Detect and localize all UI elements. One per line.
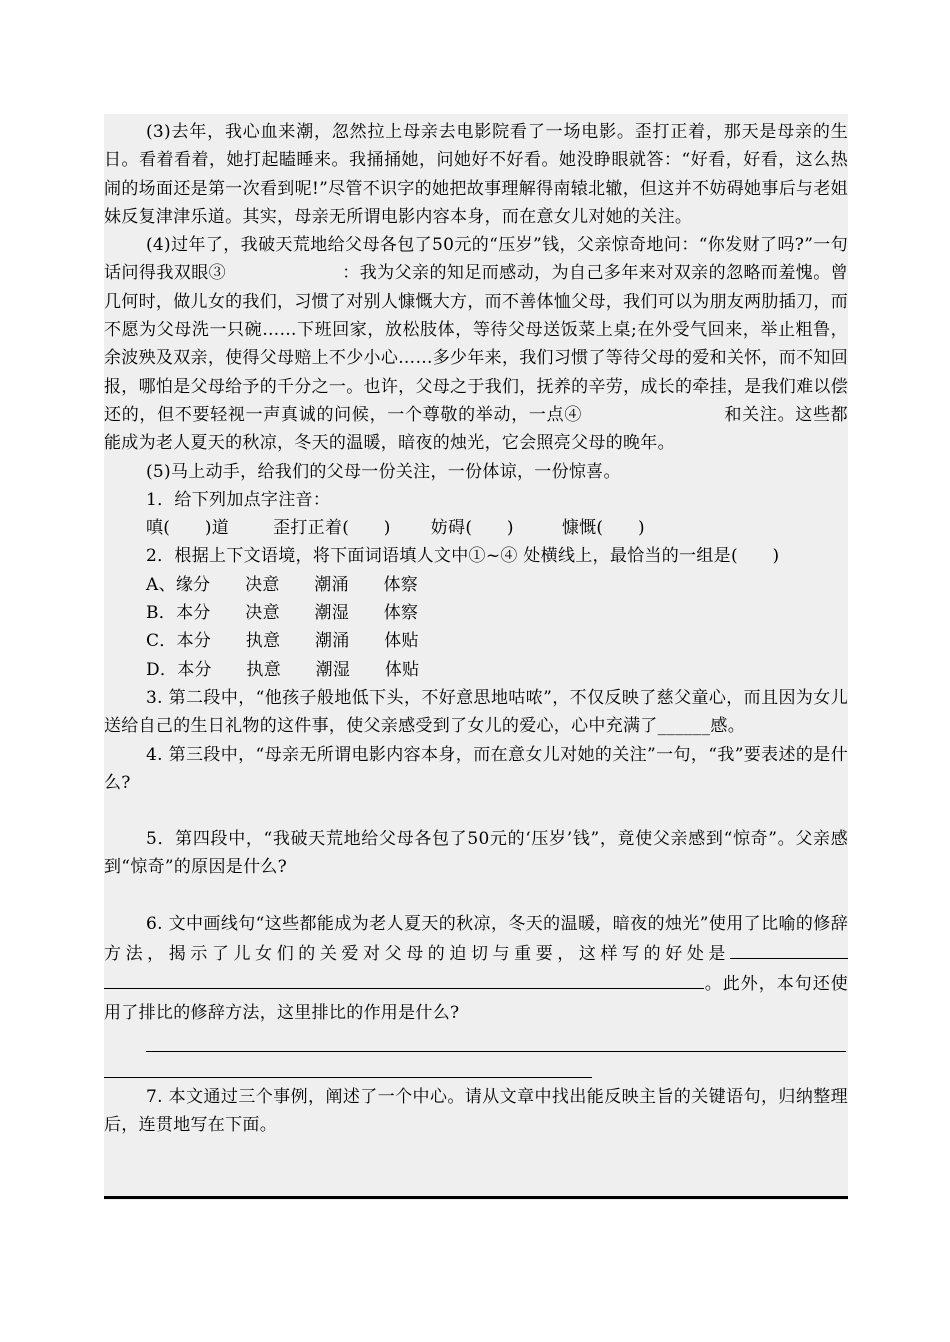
- question-1: 1．给下列加点字注音：: [146, 489, 331, 510]
- bottom-rule: [104, 1196, 848, 1199]
- paragraph-5: (5)马上动手，给我们的父母一份关注，一份体谅，一份惊喜。: [146, 461, 621, 482]
- question-6: [104, 910, 848, 1027]
- paragraph-3: (3)去年，我心血来潮，忽然拉上母亲去电影院看了一场电影。歪打正着，那天是母亲的生日。看着看着，她打起瞌睡来。我捅捅她，问她好不好看。她没睁眼就答：“好看，好看，这么热闹的场面还是第一次看到呢!”尽管不识字的她把故事理解得南辕北辙，但这并不妨碍她事后与老姐妹反复津津乐道。其实，母亲无所谓电影内容本身，而在意女儿对她的关注。: [104, 122, 848, 227]
- question-1-items: [104, 514, 848, 542]
- document-body: [104, 118, 848, 1140]
- answer-line: [104, 1055, 592, 1078]
- answer-lines: [104, 1027, 848, 1055]
- paragraph-4: [104, 231, 848, 457]
- q1-item: 妨碍( ): [430, 518, 514, 539]
- answer-space: [104, 797, 848, 825]
- question-6-part-a: 6. 文中画线句“这些都能成为老人夏天的秋凉，冬天的温暖，暗夜的烛光”使用了比喻的修辞方法，揭示了儿女们的关爱对父母的迫切与重要，这样写的好处是: [104, 913, 848, 965]
- answer-line: [730, 938, 848, 959]
- q1-item: 嗔( )道: [146, 518, 230, 539]
- q1-item: 慷慨( ): [561, 518, 645, 539]
- paragraph-4-part-c: 和关注。这些都能成为老人夏天的秋凉，冬天的温暖，暗夜的烛光，它会照亮父母的晚年。: [104, 404, 848, 454]
- answer-line-row: [104, 1055, 848, 1083]
- question-2: 2．根据上下文语境，将下面词语填人文中①~④ 处横线上，最恰当的一组是( ): [146, 546, 780, 567]
- answer-line: [104, 968, 704, 989]
- question-7: 7. 本文通过三个事例，阐述了一个中心。请从文章中找出能反映主旨的关键语句，归纳整理后，连贯地写在下面。: [104, 1086, 848, 1136]
- q1-item: 歪打正着( ): [273, 518, 391, 539]
- question-6-part-b: 。此外，本句还使用了排比的修辞方法，这里排比的作用是什么?: [104, 974, 848, 1023]
- answer-line: [146, 1027, 846, 1052]
- paragraph-4-part-a: (4)过年了，我破天荒地给父母各包了50元的“压岁”钱，父亲惊奇地问：“你发财了吗?”一句话问得我双眼③: [104, 235, 848, 284]
- question-4: 4. 第三段中，“母亲无所谓电影内容本身，而在意女儿对她的关注”一句，“我”要表述的是什么?: [104, 744, 848, 793]
- q2-option-a: A、缘分 决意 潮涌 体察: [146, 574, 419, 595]
- question-5: 5．第四段中，“我破天荒地给父母各包了50元的‘压岁’钱”，竟使父亲感到“惊奇”。父亲感到“惊奇”的原因是什么?: [104, 829, 848, 878]
- paragraph-4-part-b: ：我为父亲的知足而感动，为自己多年来对双亲的忽略而羞愧。曾几何时，做儿女的我们，习惯了对别人慷慨大方，而不善体恤父母，我们可以为朋友两肋插刀，而不愿为父母洗一只碗……下班回家，放松肢体，等待父母送饭菜上桌;在外受气回来，举止粗鲁，余波殃及双亲，使得父母赔上不少小心……多少年来，我们习惯了等待父母的爱和关怀，而不知回报，哪怕是父母给予的千分之一。也许，父母之于我们，抚养的辛劳，成长的牵挂，是我们难以偿还的，但不要轻视一声真诚的问候，一个尊敬的举动，一点④: [104, 263, 848, 425]
- q2-option-b: B．本分 决意 潮湿 体察: [146, 603, 419, 624]
- q2-option-d: D．本分 执意 潮湿 体贴: [146, 659, 420, 680]
- answer-space: [104, 882, 848, 910]
- question-3: 3. 第二段中，“他孩子般地低下头，不好意思地咕哝”，不仅反映了慈父童心，而且因为女儿送给自己的生日礼物的这件事，使父亲感受到了女儿的爱心，心中充满了______感。: [104, 687, 848, 737]
- q2-option-c: C．本分 执意 潮涌 体贴: [146, 631, 419, 652]
